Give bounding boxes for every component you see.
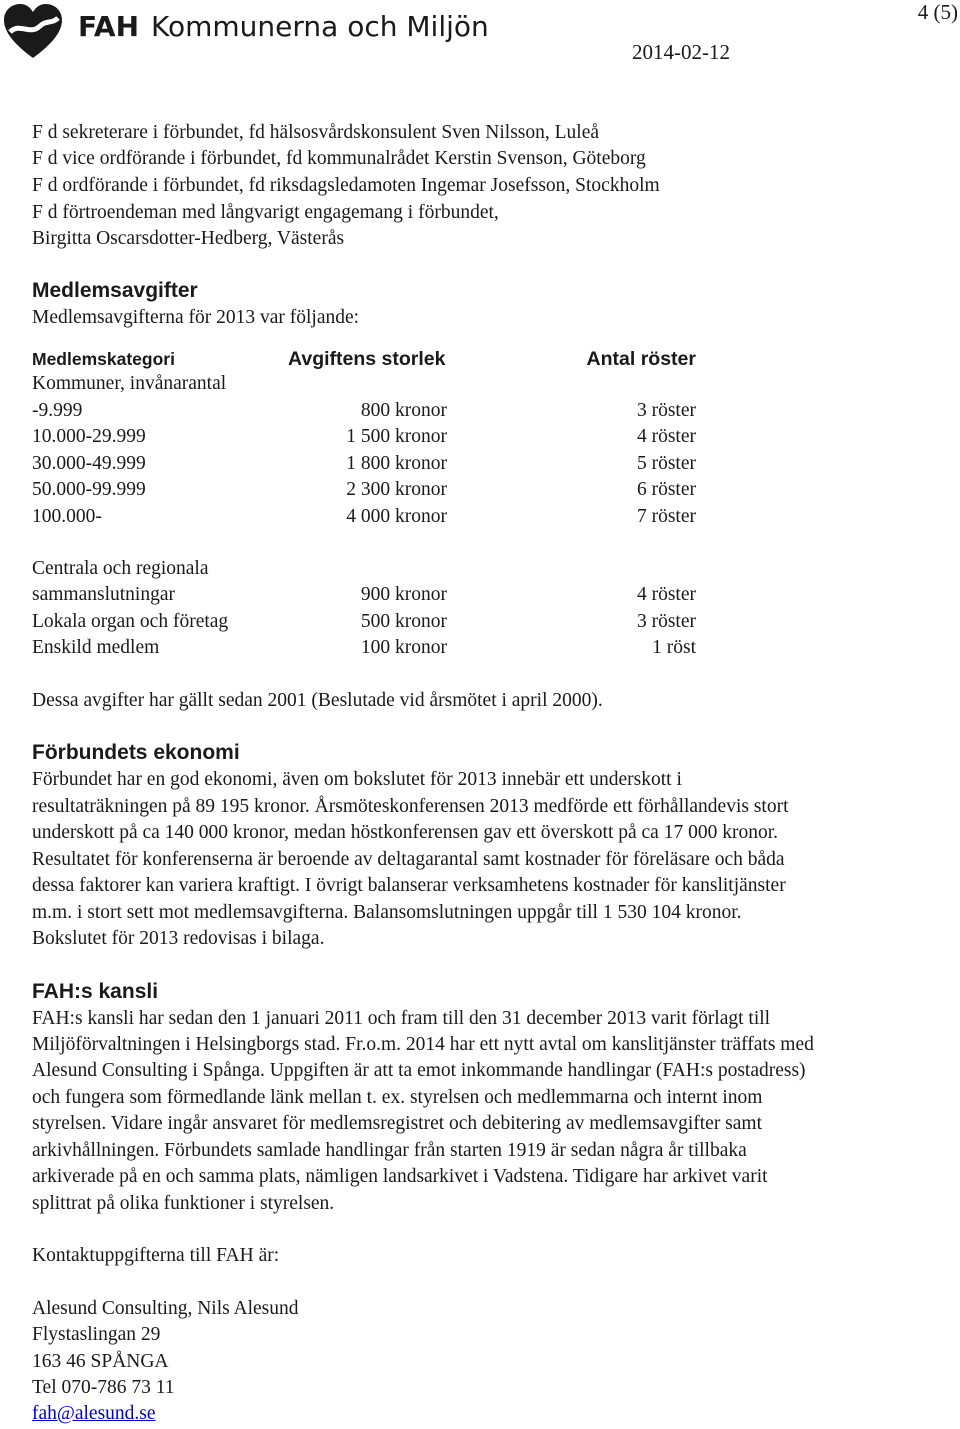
fees-col-header-category: Medlemskategori <box>32 349 175 369</box>
fee-votes: 4 röster <box>636 584 696 605</box>
fees-col-header-fee: Avgiftens storlek <box>288 348 446 370</box>
fee-category: Enskild medlem <box>32 637 160 658</box>
fees-col-header-votes: Antal röster <box>586 348 696 370</box>
intro-line: F d förtroendeman med långvarigt engagemang i förbundet, <box>32 202 499 223</box>
fee-amount: 500 kronor <box>360 611 447 632</box>
economy-line: resultaträkningen på 89 195 kronor. Årsmöteskonferensen 2013 medförde ett förhållandevis stort <box>32 796 789 817</box>
economy-line: Resultatet för konferenserna är beroende av deltagarantal samt kostnader för föreläsare och båda <box>32 849 785 870</box>
page-number: 4 (5) <box>917 0 958 24</box>
fee-votes: 4 röster <box>636 426 696 447</box>
fee-category: 100.000- <box>32 506 102 527</box>
contact-email-link[interactable]: fah@alesund.se <box>32 1403 156 1424</box>
fee-category: Lokala organ och företag <box>32 611 229 632</box>
fee-category: 10.000-29.999 <box>32 426 146 447</box>
fees-note: Dessa avgifter har gällt sedan 2001 (Beslutade vid årsmötet i april 2000). <box>32 690 603 711</box>
page-header <box>0 0 960 80</box>
economy-line: Förbundet har en god ekonomi, även om bokslutet för 2013 innebär ett underskott i <box>32 769 682 790</box>
fee-amount: 4 000 kronor <box>346 506 447 527</box>
office-line: splittrat på olika funktioner i styrelsen. <box>32 1193 335 1214</box>
fee-amount: 100 kronor <box>360 637 447 658</box>
office-line: FAH:s kansli har sedan den 1 januari 2011 och fram till den 31 december 2013 varit förlagt till <box>32 1008 771 1029</box>
contact-line: 163 46 SPÅNGA <box>32 1351 169 1372</box>
fee-votes: 3 röster <box>636 400 696 421</box>
brand-name <box>78 10 489 43</box>
economy-line: dessa faktorer kan variera kraftigt. I övrigt balanserar verksamhetens kostnader för kanslitjänster <box>32 875 786 896</box>
fee-amount: 800 kronor <box>360 400 447 421</box>
fee-votes: 3 röster <box>636 611 696 632</box>
fees-group-label: Kommuner, invånarantal <box>32 373 227 394</box>
section-heading-office: FAH:s kansli <box>32 980 159 1003</box>
fee-amount: 900 kronor <box>360 584 447 605</box>
intro-line: Birgitta Oscarsdotter-Hedberg, Västerås <box>32 228 345 249</box>
fee-votes: 1 röst <box>652 637 696 658</box>
office-line: arkiverade på en och samma plats, nämligen landsarkivet i Vadstena. Tidigare har arkivet varit <box>32 1166 768 1187</box>
fee-category: sammanslutningar <box>32 584 175 605</box>
fees-group-label: Centrala och regionala <box>32 558 209 579</box>
fee-category: 50.000-99.999 <box>32 479 146 500</box>
fee-votes: 5 röster <box>636 453 696 474</box>
office-line: arkivhållningen. Förbundets samlade handlingar från starten 1919 är sedan några år tillbaka <box>32 1140 747 1161</box>
fee-amount: 1 800 kronor <box>346 453 447 474</box>
contact-line: Alesund Consulting, Nils Alesund <box>32 1298 299 1319</box>
section-heading-fees: Medlemsavgifter <box>32 279 198 302</box>
office-line: Miljöförvaltningen i Helsingborgs stad. Fr.o.m. 2014 har ett nytt avtal om kanslitjänster träffats med <box>32 1034 814 1055</box>
fee-votes: 7 röster <box>636 506 696 527</box>
fee-category: 30.000-49.999 <box>32 453 146 474</box>
office-line: och fungera som förmedlande länk mellan t. ex. styrelsen och medlemmarna och internt inom <box>32 1087 763 1108</box>
office-line: Alesund Consulting i Spånga. Uppgiften är att ta emot inkommande handlingar (FAH:s postadress) <box>32 1060 806 1081</box>
contact-line: Tel 070-786 73 11 <box>32 1377 175 1398</box>
intro-line: F d vice ordförande i förbundet, fd kommunalrådet Kerstin Svenson, Göteborg <box>32 148 646 169</box>
economy-line: m.m. i stort sett mot medlemsavgifterna. Balansomslutningen uppgår till 1 530 104 kronor. <box>32 902 742 923</box>
fees-intro: Medlemsavgifterna för 2013 var följande: <box>32 307 360 328</box>
document-date: 2014-02-12 <box>632 40 730 64</box>
contact-intro: Kontaktuppgifterna till FAH är: <box>32 1245 280 1266</box>
contact-line: Flystaslingan 29 <box>32 1324 161 1345</box>
fee-votes: 6 röster <box>636 479 696 500</box>
intro-line: F d sekreterare i förbundet, fd hälsosvårdskonsulent Sven Nilsson, Luleå <box>32 122 600 143</box>
brand-subtitle: Kommunerna och Miljön <box>151 10 489 43</box>
office-line: styrelsen. Vidare ingår ansvaret för medlemsregistret och debitering av medlemsavgifter samt <box>32 1113 763 1134</box>
section-heading-economy: Förbundets ekonomi <box>32 741 240 764</box>
economy-line: underskott på ca 140 000 kronor, medan höstkonferensen gav ett överskott på ca 17 000 kronor. <box>32 822 778 843</box>
economy-line: Bokslutet för 2013 redovisas i bilaga. <box>32 928 325 949</box>
heart-logo-icon <box>2 2 64 62</box>
intro-line: F d ordförande i förbundet, fd riksdagsledamoten Ingemar Josefsson, Stockholm <box>32 175 660 196</box>
fee-amount: 2 300 kronor <box>346 479 447 500</box>
fee-category: -9.999 <box>32 400 83 421</box>
fee-amount: 1 500 kronor <box>346 426 447 447</box>
brand-fah: FAH <box>78 10 140 43</box>
